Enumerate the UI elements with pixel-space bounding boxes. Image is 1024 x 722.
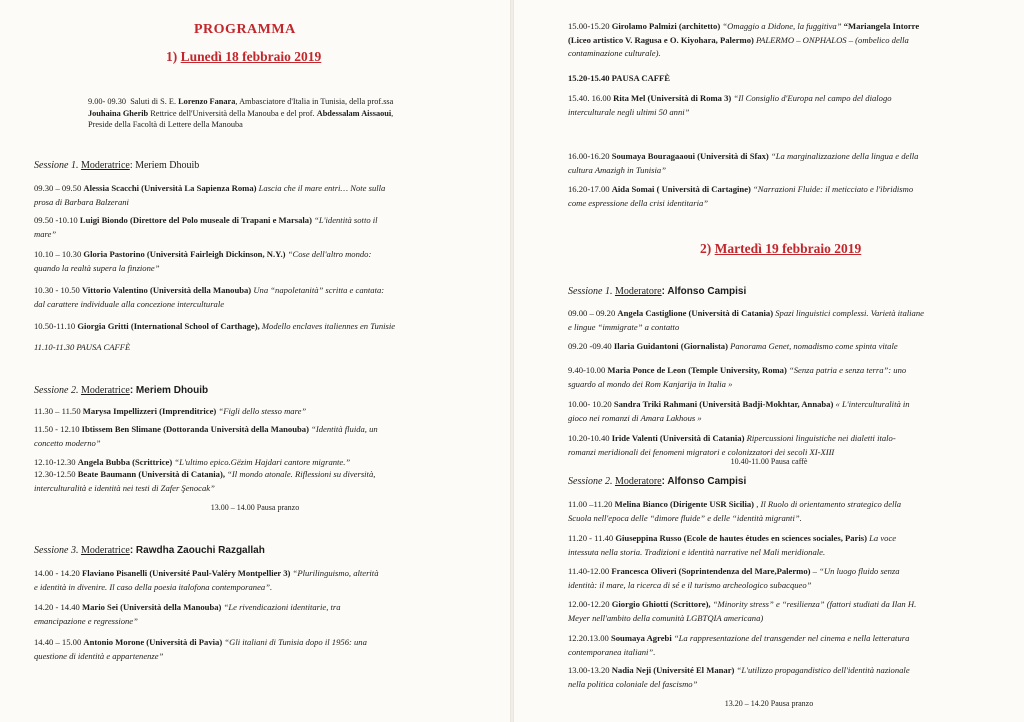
item-title-cont: nella politica coloniale del fascismo” xyxy=(568,678,698,689)
programme-item xyxy=(34,248,464,275)
item-time: 10.00- 10.20 xyxy=(568,399,612,409)
programme-item xyxy=(34,405,464,419)
right-page xyxy=(514,0,1024,722)
item-speaker: Mario Sei (Università della Manouba) xyxy=(82,602,222,612)
programme-item xyxy=(568,532,1008,559)
item-speaker: Sandra Triki Rahmani (Università Badji-Mokhtar, Annaba) xyxy=(613,399,834,409)
lunch-break-2: 13.20 – 14.20 Pausa pranzo xyxy=(724,699,814,708)
item-title: Modello enclaves italiennes en Tunisie xyxy=(261,321,396,331)
item-title: Spazi linguistici complessi. Varietà italiane xyxy=(775,308,924,318)
item-title: Ripercussioni linguistiche nei dialetti italo- xyxy=(746,433,896,443)
item-title-cont: contemporanea italiani”. xyxy=(568,646,656,657)
item-title: “Le rivendicazioni identitarie, tra xyxy=(223,602,341,612)
item-title-cont: sguardo al mondo dei Rom Kanjarija in Italia » xyxy=(568,378,733,389)
item-speaker: Giuseppina Russo (Ecole de hautes études en sciences sociales, Paris) xyxy=(615,533,867,543)
programme-item xyxy=(568,664,1008,691)
item-time: 09.20 -09.40 xyxy=(568,341,612,351)
programme-item xyxy=(34,567,464,594)
programme-item xyxy=(34,284,464,311)
item-speaker: Soumaya Agrebi xyxy=(610,633,672,643)
item-time: 15.40. 16.00 xyxy=(568,93,611,103)
item-title: “Il Consiglio d'Europa nel campo del dialogo xyxy=(733,93,892,103)
item-title: “Identità fluida, un xyxy=(311,424,378,434)
item-title-cont: dal carattere individuale alla concezione interculturale xyxy=(34,298,225,309)
item-speaker: Vittorio Valentino (Università della Manouba) xyxy=(82,285,252,295)
item-title: “Narrazioni Fluide: il meticciato e l'ibridismo xyxy=(753,184,914,194)
day2-heading xyxy=(700,241,861,257)
item-speaker: Maria Ponce de Leon (Temple University, Roma) xyxy=(607,365,787,375)
programme-item xyxy=(568,92,1008,119)
item-time: 12.10-12.30 xyxy=(34,457,76,467)
item-speaker: Antonio Morone (Università di Pavia) xyxy=(83,637,223,647)
programme-item xyxy=(34,214,464,241)
programme-item xyxy=(568,498,1008,525)
item-time: 13.00-13.20 xyxy=(568,665,610,675)
item-speaker: Melina Bianco (Dirigente USR Sicilia) xyxy=(614,499,755,509)
item-time: 11.30 – 11.50 xyxy=(34,406,81,416)
programme-item xyxy=(34,423,464,450)
item-title: “Cose dell'altro mondo: xyxy=(287,249,372,259)
item-speaker: Angela Castiglione (Università di Catania) xyxy=(617,308,774,318)
item-time: 11.00 –11.20 xyxy=(568,499,613,509)
item-title: “Plurilinguismo, alterità xyxy=(292,568,379,578)
day2-session2-heading: Sessione 2. Moderatore: Alfonso Campisi xyxy=(568,476,747,487)
coffee-break-3: 10.40-11.00 Pausa caffè xyxy=(730,457,808,466)
item-title-cont: gioco nei romanzi di Amara Lakhous » xyxy=(568,412,702,423)
item-title-cont: interculturale negli ultimi 50 anni” xyxy=(568,106,690,117)
item-speaker: Iride Valenti (Università di Catania) xyxy=(611,433,745,443)
item-speaker: Soumaya Bouragaaoui (Università di Sfax) xyxy=(611,151,769,161)
programme-item xyxy=(34,320,464,334)
item-speaker: Giorgia Gritti (International School of Carthage), xyxy=(77,321,260,331)
item-title: “Senza patria e senza terra”: uno xyxy=(788,365,907,375)
item-speaker: Ilaria Guidantoni (Giornalista) xyxy=(613,341,728,351)
item-title-cont: Meyer nell'ambito della comunità LGBTQIA americana) xyxy=(568,612,764,623)
left-page xyxy=(0,0,510,722)
item-title: Lascia che il mare entri… Note sulla xyxy=(258,183,386,193)
item-time: 12.00-12.20 xyxy=(568,599,610,609)
palmizi-item: 15.00-15.20 Girolamo Palmizi (architetto) “Omaggio a Didone, la fuggitiva” “Mariangela Intorre (Liceo artistico V. Ragusa e O. Kiyohara, Palermo) PALERMO – ONPHALOS – (ombelico della contaminazione culturale). xyxy=(568,21,920,58)
programme-item xyxy=(34,636,464,663)
day2-label: Martedì 19 febbraio 2019 xyxy=(714,241,862,256)
programme-item xyxy=(568,565,1008,592)
item-title-cont: cultura Amazigh in Tunisia” xyxy=(568,164,666,175)
item-time: 10.50-11.10 xyxy=(34,321,76,331)
programme-item xyxy=(568,307,1008,334)
item-title: “La marginalizzazione della lingua e della xyxy=(770,151,919,161)
item-title: “Il mondo atonale. Riflessioni su diversità, xyxy=(227,469,376,479)
item-title: “Figli dello stesso mare” xyxy=(218,406,307,416)
item-title: “Minority stress” e “resilienza” (fattori studiati da Ilan H. xyxy=(712,599,917,609)
programme-item xyxy=(568,432,1008,459)
programme-item xyxy=(568,340,1008,354)
item-time: 12.20.13.00 xyxy=(568,633,609,643)
programma-title: PROGRAMMA xyxy=(194,22,296,37)
item-time: 09.30 – 09.50 xyxy=(34,183,82,193)
coffee-break-2: 15.20-15.40 PAUSA CAFFÈ xyxy=(568,73,671,83)
item-time: 10.10 – 10.30 xyxy=(34,249,82,259)
item-time: 11.20 - 11.40 xyxy=(568,533,614,543)
day1-session2-heading: Sessione 2. Moderatrice: Meriem Dhouib xyxy=(34,385,209,396)
item-title-cont: identità: il mare, la ricerca di sé e il turismo archeologico subacqueo” xyxy=(568,579,812,590)
day1-heading xyxy=(166,49,321,65)
item-title: “L'identità sotto il xyxy=(314,215,378,225)
programme-item xyxy=(568,398,1008,425)
item-title: – “Un luogo fluido senza xyxy=(812,566,900,576)
item-speaker: Rita Mel (Università di Roma 3) xyxy=(613,93,732,103)
item-title-cont: mare” xyxy=(34,228,57,239)
item-time: 09.00 – 09.20 xyxy=(568,308,616,318)
coffee-break-1: 11.10-11.30 PAUSA CAFFÈ xyxy=(34,342,131,352)
item-title: « L'interculturalità in xyxy=(835,399,910,409)
item-title: Panorama Genet, nomadismo come spinta vitale xyxy=(730,341,898,351)
day1-number: 1) xyxy=(166,49,178,64)
item-title: , Il Ruolo di orientamento strategico della xyxy=(756,499,902,509)
item-speaker: Aida Somai ( Università di Cartagine) xyxy=(611,184,751,194)
item-time: 11.50 - 12.10 xyxy=(34,424,80,434)
item-time: 10.30 - 10.50 xyxy=(34,285,80,295)
item-speaker: Francesca Oliveri (Soprintendenza del Mare,Palermo) xyxy=(611,566,811,576)
item-title: “La rappresentazione del transgender nel cinema e nella letteratura xyxy=(673,633,910,643)
item-speaker: Giorgio Ghiotti (Scrittore), xyxy=(611,599,711,609)
programme-item xyxy=(568,598,1008,625)
item-time: 9.40-10.00 xyxy=(568,365,606,375)
item-title-cont: Scuola nell'epoca delle “dimore fluide” e delle “identità migranti”. xyxy=(568,512,802,523)
opening-remarks: 9.00- 09.30 Saluti di S. E. Lorenzo Fanara, Ambasciatore d'Italia in Tunisia, della prof.ssa Jouhaina Gherib Rettrice dell'Università della Manouba e del prof. Abdessalam Aissaoui, Preside della Facoltà di Lettere della Manouba xyxy=(88,97,394,129)
item-speaker: Gloria Pastorino (Università Fairleigh Dickinson, N.Y.) xyxy=(83,249,286,259)
item-time: 12.30-12.50 xyxy=(34,469,76,479)
item-speaker: Luigi Biondo (Direttore del Polo museale di Trapani e Marsala) xyxy=(79,215,312,225)
item-time: 16.00-16.20 xyxy=(568,151,610,161)
item-speaker: Angela Bubba (Scrittrice) xyxy=(77,457,173,467)
item-title-cont: questione di identità e appartenenze” xyxy=(34,650,164,661)
item-title-cont: e lingue “immigrate” a contatto xyxy=(568,321,680,332)
day1-session1-heading: Sessione 1. Moderatrice: Meriem Dhouib xyxy=(34,160,200,171)
item-time: 14.00 - 14.20 xyxy=(34,568,80,578)
item-speaker: Nadia Neji (Université El Manar) xyxy=(611,665,735,675)
item-speaker: Beate Baumann (Università di Catania), xyxy=(77,469,225,479)
day1-label: Lunedì 18 febbraio 2019 xyxy=(180,49,322,64)
item-time: 09.50 -10.10 xyxy=(34,215,78,225)
item-title-cont: intessuta nella storia. Tradizioni e identità narrative nel Mali meridionale. xyxy=(568,546,826,557)
item-time: 14.20 - 14.40 xyxy=(34,602,80,612)
programme-item xyxy=(34,601,464,628)
item-time: 14.40 – 15.00 xyxy=(34,637,82,647)
item-title-cont: concetto moderno” xyxy=(34,437,101,448)
programme-item xyxy=(568,632,1008,659)
programme-item xyxy=(34,468,464,495)
programme-item xyxy=(568,364,1008,391)
item-title-cont: quando la realtà supera la finzione” xyxy=(34,262,160,273)
programme-item xyxy=(34,182,464,209)
day2-session1-heading: Sessione 1. Moderatore: Alfonso Campisi xyxy=(568,286,747,297)
item-title: “L'utilizzo propagandistico dell'identità nazionale xyxy=(736,665,910,675)
item-title-cont: interculturalità e identità nei testi di Zafer Şenocak” xyxy=(34,482,215,493)
item-time: 11.40-12.00 xyxy=(568,566,610,576)
programme-item xyxy=(568,150,1008,177)
item-title: “L'ultimo epico.Gëzim Hajdari cantore migrante.” xyxy=(174,457,351,467)
item-speaker: Ibtissem Ben Slimane (Dottoranda Università della Manouba) xyxy=(81,424,309,434)
day1-session3-heading: Sessione 3. Moderatrice: Rawdha Zaouchi Razgallah xyxy=(34,545,265,556)
item-title-cont: e identità in divenire. Il caso della poesia italofona contemporanea”. xyxy=(34,581,273,592)
item-speaker: Alessia Scacchi (Università La Sapienza Roma) xyxy=(83,183,257,193)
item-title-cont: emancipazione e regressione” xyxy=(34,615,138,626)
item-speaker: Flaviano Pisanelli (Université Paul-Valéry Montpellier 3) xyxy=(82,568,291,578)
lunch-break-1: 13.00 – 14.00 Pausa pranzo xyxy=(210,503,300,512)
item-title-cont: prosa di Barbara Balzerani xyxy=(34,196,129,207)
programme-item xyxy=(568,183,1008,210)
item-title: La voce xyxy=(869,533,897,543)
item-time: 10.20-10.40 xyxy=(568,433,610,443)
item-title: Una “napoletanità” scritta e cantata: xyxy=(253,285,385,295)
item-title: “Gli italiani di Tunisia dopo il 1956: una xyxy=(224,637,367,647)
item-speaker: Marysa Impellizzeri (Imprenditrice) xyxy=(82,406,217,416)
item-title-cont: come espressione della crisi identitaria” xyxy=(568,197,709,208)
item-title-cont: romanzi meridionali dei fenomeni migratori e colonizzatori dei secoli XI-XIII xyxy=(568,446,835,457)
item-time: 16.20-17.00 xyxy=(568,184,610,194)
day2-number: 2) xyxy=(700,241,712,256)
